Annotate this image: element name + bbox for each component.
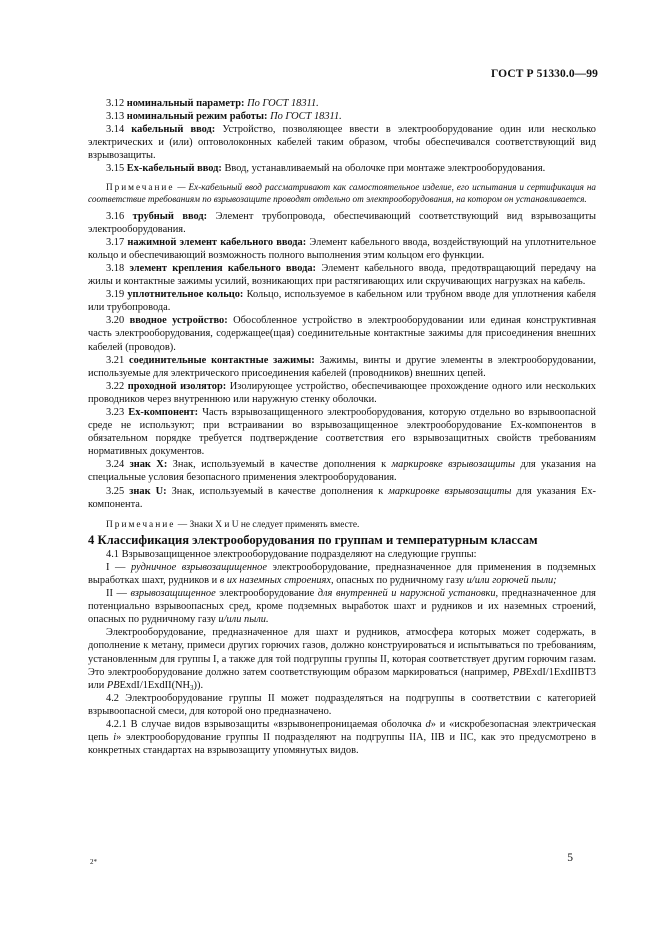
- clause-3-17: 3.17 нажимной элемент кабельного ввода: Элемент кабельного ввода, воздействующий на уплотнительное кольцо и обеспечивающий возможность полного выполнения этим кольцом его функции.: [88, 236, 596, 261]
- clause-3-18: 3.18 элемент крепления кабельного ввода: Элемент кабельного ввода, предотвращающий передачу на жилы и контактные зажимы усилий, возникающих при растягивающих или скручивающих нагрузках на кабель.: [88, 262, 596, 288]
- document-body: [88, 97, 596, 757]
- clause-3-21: 3.21 соединительные контактные зажимы: Зажимы, винты и другие элементы в электрооборудовании, используемые для электрического присоединения кабелей (проводников) внешних цепей.: [88, 354, 596, 379]
- group-i: I — рудничное взрывозащищенное электрооборудование, предназначенное для применения в подземных выработках шахт, рудников и в их наземных строениях, опасных по рудничному газу и/или горючей пыли;: [88, 561, 596, 586]
- clause-3-20: 3.20 вводное устройство: Обособленное устройство в электрооборудовании или единая конструктивная часть электрооборудования, содержащее(щая) соединительные контактные зажимы для присоединения внешних кабелей (проводов).: [88, 315, 597, 353]
- clause-3-12: 3.12 номинальный параметр: По ГОСТ 18311.: [106, 98, 319, 109]
- clause-4-2: 4.2 Электрооборудование группы II может подразделяться на подгруппы в соответствии с категорией взрывоопасной смеси, для которой оно предназначено.: [88, 692, 596, 717]
- clause-3-24: 3.24 знак X: Знак, используемый в качестве дополнения к маркировке взрывозащиты для указания на специальные условия безопасного применения электрооборудования.: [88, 459, 596, 484]
- clause-3-22: 3.22 проходной изолятор: Изолирующее устройство, обеспечивающее прохождение одного или нескольких проводников через внутреннюю или наружную стенку оболочки.: [88, 380, 597, 405]
- section-4-title: 4 Классификация электрооборудования по группам и температурным классам: [88, 532, 538, 547]
- clause-3-15: 3.15 Ex-кабельный ввод: Ввод, устанавливаемый на оболочке при монтаже электрооборудования.: [106, 163, 546, 175]
- mine-equipment-paragraph: Электрооборудование, предназначенное для шахт и рудников, атмосфера которых может содержать, в дополнение к метану, примеси других горючих газов, должно конструироваться и испытываться по требованиям, установленным для группы I, а также для той подгруппы группы II, которая соответствует другим горючим газам. Это электрооборудование должно затем соответствующим образом маркироваться (например, PBExdI/1ExdIIBT3 или PBExdI/$1ExdII(NH_3)$).: [88, 627, 596, 692]
- clause-3-19: 3.19 уплотнительное кольцо: Кольцо, используемое в кабельном или трубном вводе для уплотнения кабеля или трубопровода.: [88, 289, 596, 314]
- standard-header: ГОСТ Р 51330.0—99: [491, 68, 598, 80]
- note-ex-cable-entry: Примечание — Ex-кабельный ввод рассматривают как самостоятельное изделие, его испытания и сертификация на соответствие требованиям по взрывозащите проводят отдельно от электрооборудования, на котором он устанавливается.: [88, 181, 597, 204]
- clause-4-1: 4.1 Взрывозащищенное электрооборудование подразделяют на следующие группы:: [106, 548, 477, 560]
- clause-3-13: 3.13 номинальный режим работы: По ГОСТ 18311.: [106, 111, 342, 123]
- clause-3-25: 3.25 знак U: Знак, используемый в качестве дополнения к маркировке взрывозащиты для указания Ex-компонента.: [88, 485, 597, 510]
- clause-3-23: 3.23 Ex-компонент: Часть взрывозащищенного электрооборудования, которую отдельно во взрывоопасной среде не используют; при встраивании во взрывозащищенное электрооборудование Ex-компонентов в обязательном порядке требуется подтверждение соответствия его взрывозащитных свойств требованиям нормативных документов.: [88, 406, 596, 458]
- clause-3-16: 3.16 трубный ввод: Элемент трубопровода, обеспечивающий соответствующий вид взрывозащиты электрооборудования.: [88, 210, 596, 235]
- note-x-u-signs: Примечание — Знаки X и U не следует применять вместе.: [106, 519, 360, 530]
- group-ii: II — взрывозащищенное электрооборудование для внутренней и наружной установки, предназначенное для потенциально взрывоопасных сред, кроме подземных выработок шахт и рудников и их наземных строений, опасных по рудничному газу и/или пыли.: [88, 588, 596, 626]
- page-number: 5: [567, 852, 573, 864]
- signature-mark: 2*: [90, 858, 97, 866]
- clause-3-14: 3.14 кабельный ввод: Устройство, позволяющее ввести в электрооборудование один или несколько электрических и (или) оптоволоконных кабелей таким образом, чтобы обеспечивался соответствующий вид взрывозащиты.: [88, 124, 596, 162]
- clause-4-2-1: 4.2.1 В случае видов взрывозащиты «взрывонепроницаемая оболочка d» и «искробезопасная электрическая цепь i» электрооборудование группы II подразделяют на подгруппы IIA, IIB и IIC, как это предусмотрено в конкретных стандартах на взрывозащиту упомянутых видов.: [88, 719, 596, 757]
